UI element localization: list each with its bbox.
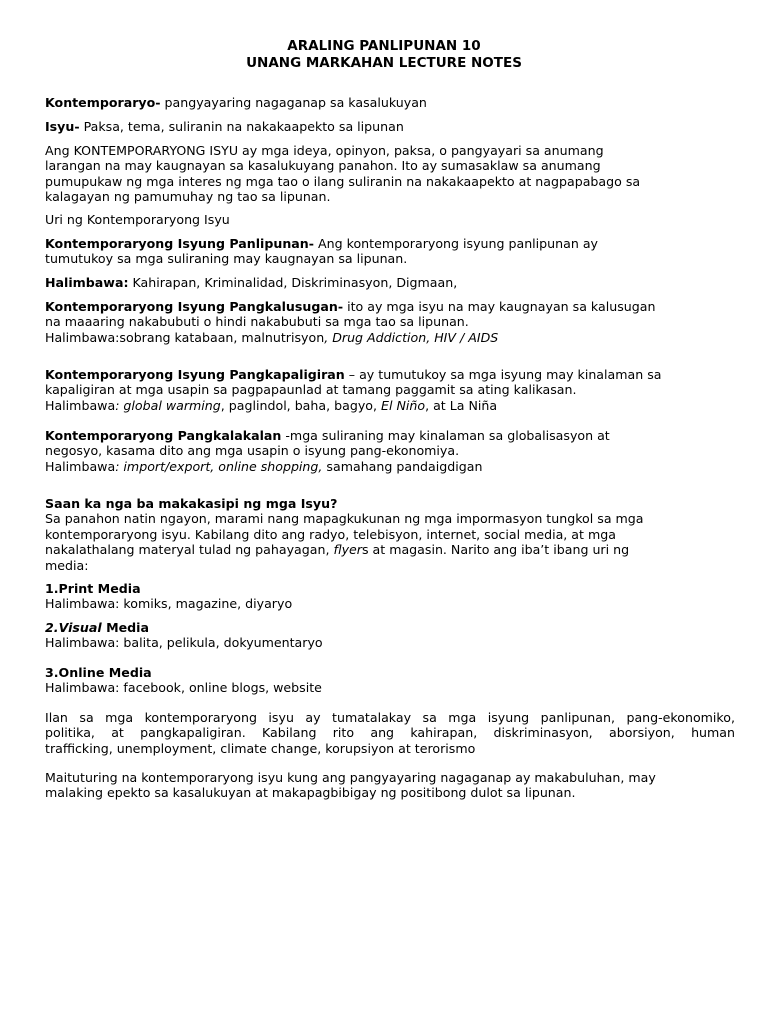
- def-pangkalusugan: ito ay mga isyu na may kaugnayan sa kalusugan: [343, 299, 656, 314]
- media-visual: [45, 620, 735, 651]
- halimbawa-italic: : global warming: [115, 397, 221, 413]
- closing-paragraph-2: [45, 770, 735, 801]
- media-online: [45, 665, 735, 696]
- document-title: ARALING PANLIPUNAN 10: [287, 38, 481, 54]
- term-pangkalakalan: Kontemporaryong Pangkalakalan: [45, 428, 282, 443]
- term-kontemporaryo: Kontemporaryo-: [45, 95, 161, 110]
- halimbawa-panlipunan: [45, 275, 735, 290]
- closing-line: trafficking, unemployment, climate change, korupsiyon at terorismo: [45, 740, 476, 756]
- def-pangkapaligiran: – ay tumutukoy sa mga isyung may kinalaman sa: [344, 367, 662, 382]
- online-media-examples: Halimbawa: facebook, online blogs, website: [45, 680, 322, 696]
- closing-line: politika, at pangkapaligiran. Kabilang rito ang kahirapan, diskriminasyon, aborsiyon, human: [45, 725, 735, 741]
- section-pangkalakalan: [45, 428, 735, 474]
- closing-line: Maituturing na kontemporaryong isyu kung ang pangyayaring nagaganap ay makabuluhan, may: [45, 770, 656, 785]
- def-pangkalakalan-cont: negosyo, kasama dito ang mga usapin o isyung pang-ekonomiya.: [45, 443, 460, 459]
- online-media-label: 3.Online Media: [45, 665, 152, 680]
- definition-isyu: [45, 119, 735, 134]
- halimbawa-text: , paglindol, baha, bagyo,: [220, 397, 381, 413]
- saan-line: s at magasin. Narito ang iba’t ibang uri ng: [361, 542, 630, 558]
- media-print: [45, 581, 735, 612]
- visual-media-examples: Halimbawa: balita, pelikula, dokyumentaryo: [45, 635, 323, 651]
- halimbawa-pangkalusugan-italic: , Drug Addiction, HIV / AIDS: [324, 329, 499, 345]
- halimbawa-pangkalusugan: Halimbawa:sobrang katabaan, malnutrisyon: [45, 329, 325, 345]
- section-panlipunan: [45, 236, 735, 267]
- def-panlipunan: Ang kontemporaryong isyung panlipunan ay: [314, 236, 599, 251]
- intro-line: kalagayan ng pamumuhay ng tao sa lipunan.: [45, 189, 331, 205]
- saan-line: media:: [45, 557, 89, 573]
- intro-line: Ang KONTEMPORARYONG ISYU ay mga ideya, opinyon, paksa, o pangyayari sa anumang: [45, 143, 604, 158]
- term-panlipunan: Kontemporaryong Isyung Panlipunan-: [45, 236, 315, 251]
- intro-line: pumupukaw ng mga interes ng mga tao o ilang suliranin na nakakaapekto at nagpapabago sa: [45, 173, 641, 189]
- intro-paragraph: [45, 143, 735, 205]
- term-pangkapaligiran: Kontemporaryong Isyung Pangkapaligiran: [45, 367, 345, 382]
- uri-heading: Uri ng Kontemporaryong Isyu: [45, 212, 230, 227]
- saan-line: kontemporaryong isyu. Kabilang dito ang radyo, telebisyon, internet, social media, at mga: [45, 526, 616, 542]
- closing-line: malaking epekto sa kasalukuyan at makapagbibigay ng positibong dulot sa lipunan.: [45, 785, 576, 801]
- visual-rest: Media: [101, 620, 149, 635]
- def-pangkapaligiran-cont: kapaligiran at mga usapin sa pagpapaunlad at tamang paggamit sa ating kalikasan.: [45, 382, 577, 398]
- closing-line: Ilan sa mga kontemporaryong isyu ay tumatalakay sa mga isyung panlipunan, pang-ekonomiko,: [45, 710, 735, 725]
- halimbawa-italic: : import/export, online shopping,: [115, 458, 323, 474]
- section-saan: [45, 496, 735, 573]
- closing-paragraph-1: [45, 710, 735, 756]
- halimbawa-text: , at La Niña: [425, 397, 498, 413]
- section-pangkapaligiran: [45, 367, 735, 413]
- halimbawa-italic: El Niño: [380, 397, 426, 413]
- intro-line: larangan na may kaugnayan sa kasalukuyang panahon. Ito ay sumasaklaw sa anumang: [45, 158, 601, 174]
- saan-line: Sa panahon natin ngayon, marami nang mapagkukunan ng mga impormasyon tungkol sa mga: [45, 511, 644, 527]
- halimbawa-text: Kahirapan, Kriminalidad, Diskriminasyon, Digmaan,: [128, 275, 458, 290]
- def-kontemporaryo: pangyayaring nagaganap sa kasalukuyan: [160, 95, 427, 110]
- def-pangkalusugan-cont: na maaaring nakabubuti o hindi nakabubuti sa mga tao sa lipunan.: [45, 314, 469, 330]
- print-media-label: 1.Print Media: [45, 581, 141, 596]
- visual-italic: Visual: [58, 620, 102, 635]
- halimbawa-label: Halimbawa: [45, 397, 116, 413]
- print-media-examples: Halimbawa: komiks, magazine, diyaryo: [45, 596, 293, 612]
- def-isyu: Paksa, tema, suliranin na nakakaapekto sa lipunan: [79, 119, 404, 134]
- term-isyu: Isyu-: [45, 119, 80, 134]
- def-panlipunan-cont: tumutukoy sa mga suliraning may kaugnayan sa lipunan.: [45, 251, 408, 267]
- saan-line: nakalathalang materyal tulad ng pahayagan,: [45, 542, 334, 558]
- document-subtitle: UNANG MARKAHAN LECTURE NOTES: [246, 55, 522, 71]
- halimbawa-label: Halimbawa:: [45, 275, 129, 290]
- definition-kontemporaryo: [45, 95, 735, 110]
- section-pangkalusugan: [45, 299, 735, 345]
- term-pangkalusugan: Kontemporaryong Isyung Pangkalusugan-: [45, 299, 344, 314]
- halimbawa-label: Halimbawa: [45, 458, 116, 474]
- def-pangkalakalan: -mga suliraning may kinalaman sa globalisasyon at: [281, 428, 610, 443]
- saan-heading: Saan ka nga ba makakasipi ng mga Isyu?: [45, 496, 338, 511]
- halimbawa-text: samahang pandaigdigan: [322, 458, 483, 474]
- saan-italic: flyer: [333, 542, 362, 558]
- visual-num: 2.: [45, 620, 59, 635]
